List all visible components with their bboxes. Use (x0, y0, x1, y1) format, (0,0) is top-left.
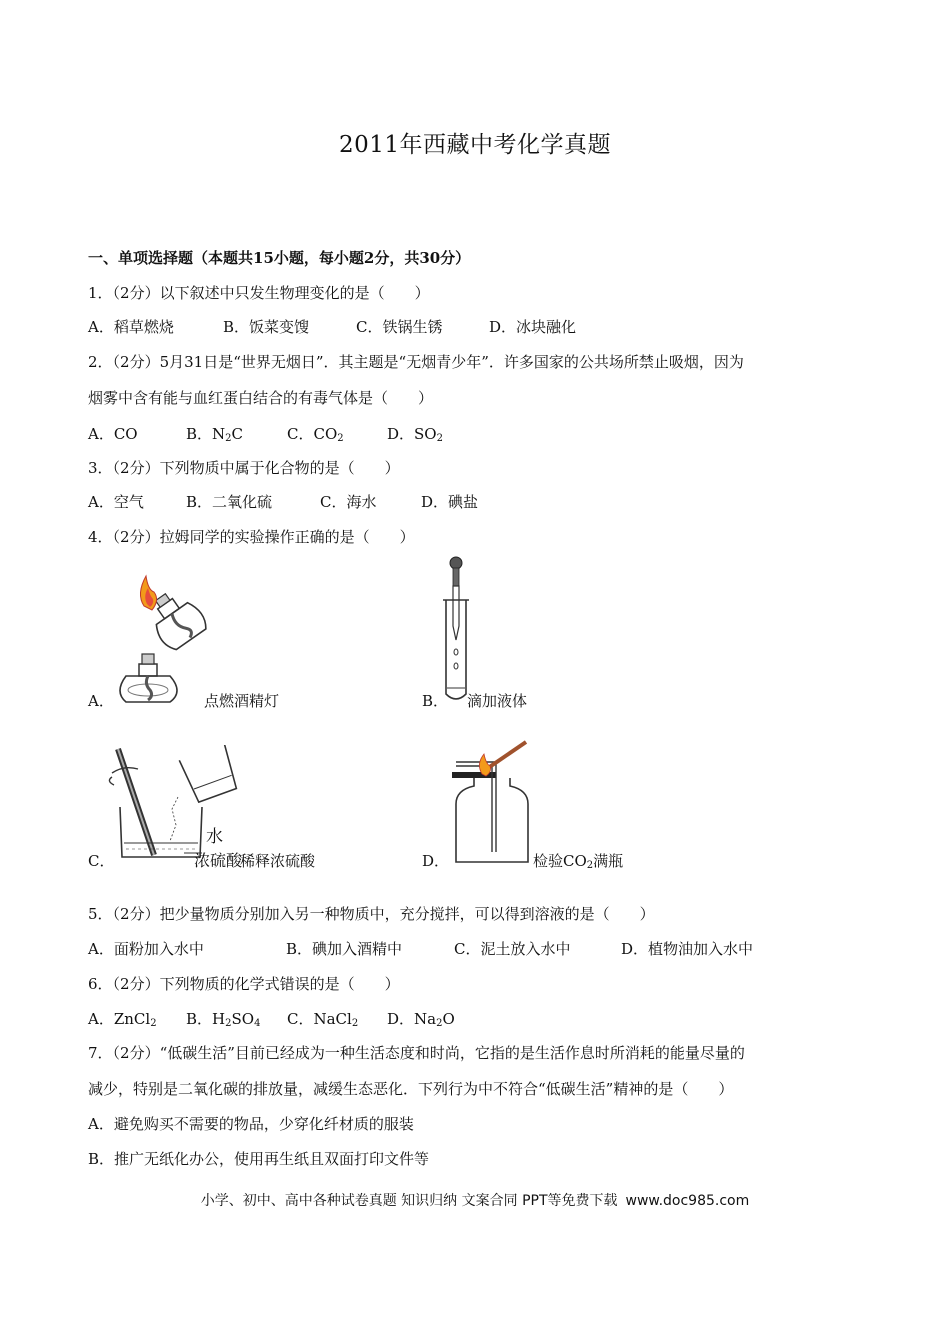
question-4-stem: 4．（2分）拉姆同学的实验操作正确的是（ ） (88, 528, 415, 546)
section-heading: 一、单项选择题（本题共15小题，每小题2分，共30分） (88, 249, 471, 267)
option-a: A．面粉加入水中 (88, 940, 204, 958)
option-a-caption: 点燃酒精灯 (204, 692, 280, 710)
option-d: D．冰块融化 (489, 318, 577, 336)
option-d: D．Na2O (387, 1010, 455, 1029)
page-title: 2011年西藏中考化学真题 (338, 132, 612, 158)
question-1-stem: 1．（2分）以下叙述中只发生物理变化的是（ ） (88, 284, 430, 302)
acid-label: 浓硫酸 (194, 851, 243, 870)
question-1-options (88, 317, 576, 337)
question-7-option-b: B．推广无纸化办公，使用再生纸且双面打印文件等 (88, 1150, 430, 1168)
question-5-stem: 5．（2分）把少量物质分别加入另一种物质中，充分搅拌，可以得到溶液的是（ ） (88, 905, 655, 923)
option-a: A．空气 (88, 493, 144, 511)
question-6-options (88, 1009, 455, 1034)
option-a-letter: A． (88, 692, 114, 710)
option-d: D．植物油加入水中 (621, 940, 754, 958)
question-7-stem-line1: 7．（2分）“低碳生活”目前已经成为一种生活态度和时尚，它指的是生活作息时所消耗的能量尽量的 (88, 1044, 745, 1062)
option-c: C．海水 (320, 493, 377, 511)
option-d-caption: 检验$CO_2$满瓶 (533, 852, 624, 871)
alcohol-lamp-figure (108, 572, 212, 710)
option-b: B．二氧化硫 (186, 493, 273, 511)
option-d: D．SO2 (387, 425, 443, 444)
option-c: C．NaCl2 (287, 1010, 359, 1029)
question-2-stem-line1: 2．（2分）5月31日是“世界无烟日”．其主题是“无烟青少年”．许多国家的公共场所禁止吸烟，因为 (88, 353, 744, 371)
question-2-stem-line2: 烟雾中含有能与血红蛋白结合的有毒气体是（ ） (88, 389, 434, 407)
option-c-letter: C． (88, 852, 115, 870)
option-b-caption: 滴加液体 (467, 692, 528, 710)
option-b: B．饭菜变馊 (223, 318, 310, 336)
option-c: C．CO2 (287, 425, 344, 444)
option-c: C．泥土放入水中 (454, 940, 571, 958)
option-c: C．铁锅生锈 (356, 318, 443, 336)
option-a: A．稻草燃烧 (88, 318, 174, 336)
option-b: B．N2C (186, 425, 244, 444)
footer-text: 小学、初中、高中各种试卷真题 知识归纳 文案合同 PPT等免费下载 (200, 1193, 618, 1209)
question-6-stem: 6．（2分）下列物质的化学式错误的是（ ） (88, 975, 400, 993)
gas-bottle-figure (448, 740, 538, 866)
option-a: A．ZnCl2 (88, 1010, 157, 1029)
option-c-caption: 稀释浓硫酸 (240, 852, 316, 870)
option-a: A．CO (88, 425, 138, 443)
question-7-stem-line2: 减少，特别是二氧化碳的排放量，减缓生态恶化．下列行为中不符合“低碳生活”精神的是（ ） (88, 1080, 734, 1098)
option-d-letter: D． (422, 852, 450, 870)
question-7-option-a: A．避免购买不需要的物品，少穿化纤材质的服装 (88, 1115, 414, 1133)
option-b: B．H2SO4 (186, 1010, 261, 1029)
question-5-options (88, 939, 753, 959)
option-b-letter: B． (422, 692, 449, 710)
question-2-options (88, 424, 443, 449)
option-b: B．碘加入酒精中 (286, 940, 403, 958)
dropper-test-tube-figure (438, 556, 474, 706)
page-footer (0, 1190, 950, 1210)
question-3-stem: 3．（2分）下列物质中属于化合物的是（ ） (88, 459, 400, 477)
question-3-options (88, 492, 478, 512)
footer-link[interactable]: www.doc985.com (625, 1193, 750, 1209)
water-label: 水 (206, 827, 223, 847)
option-d: D．碘盐 (421, 493, 479, 511)
